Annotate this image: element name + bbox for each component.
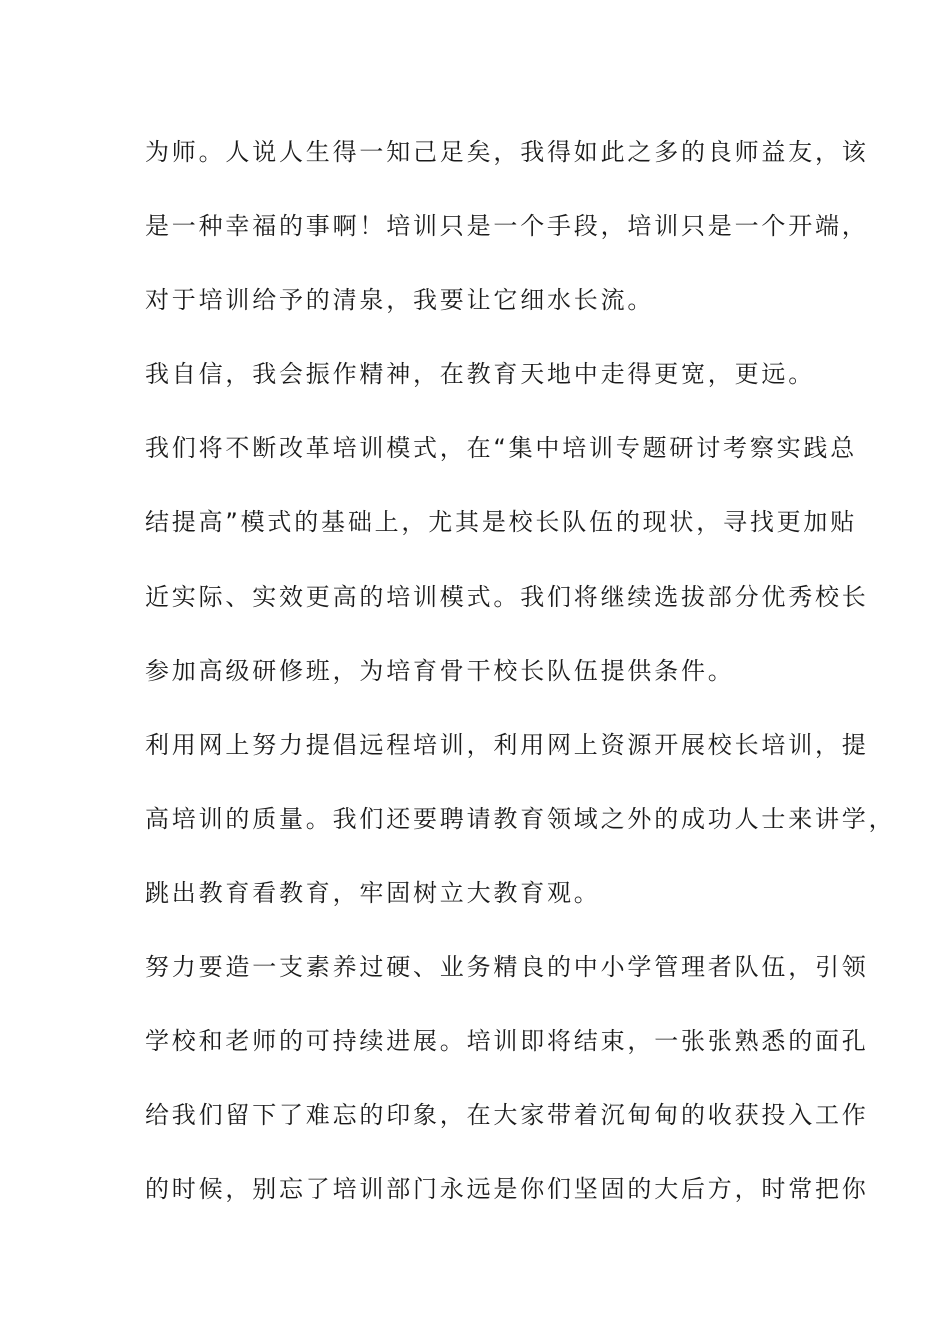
text-line: 我们将不断改革培训模式，在“集中培训专题研讨考察实践总 (145, 434, 858, 462)
text-line: 近实际、实效更高的培训模式。我们将继续选拔部分优秀校长 (145, 583, 869, 611)
text-line: 学校和老师的可持续进展。培训即将结束，一张张熟悉的面孔 (145, 1027, 869, 1055)
text-line: 利用网上努力提倡远程培训，利用网上资源开展校长培训，提 (145, 731, 869, 759)
text-line: 为师。人说人生得一知己足矣，我得如此之多的良师益友，该 (145, 138, 869, 166)
text-line: 跳出教育看教育，牢固树立大教育观。 (145, 879, 601, 907)
text-line: 是一种幸福的事啊！培训只是一个手段，培训只是一个开端， (145, 212, 869, 240)
text-line: 参加高级研修班，为培育骨干校长队伍提供条件。 (145, 657, 735, 685)
text-line: 高培训的质量。我们还要聘请教育领域之外的成功人士来讲学， (145, 805, 896, 833)
text-line: 努力要造一支素养过硬、业务精良的中小学管理者队伍，引领 (145, 953, 869, 981)
text-line: 的时候，别忘了培训部门永远是你们坚固的大后方，时常把你 (145, 1175, 869, 1203)
text-line: 结提高”模式的基础上，尤其是校长队伍的现状，寻找更加贴 (145, 508, 858, 536)
text-line: 给我们留下了难忘的印象，在大家带着沉甸甸的收获投入工作 (145, 1101, 869, 1129)
text-line: 我自信，我会振作精神，在教育天地中走得更宽，更远。 (145, 360, 815, 388)
text-line: 对于培训给予的清泉，我要让它细水长流。 (145, 286, 655, 314)
